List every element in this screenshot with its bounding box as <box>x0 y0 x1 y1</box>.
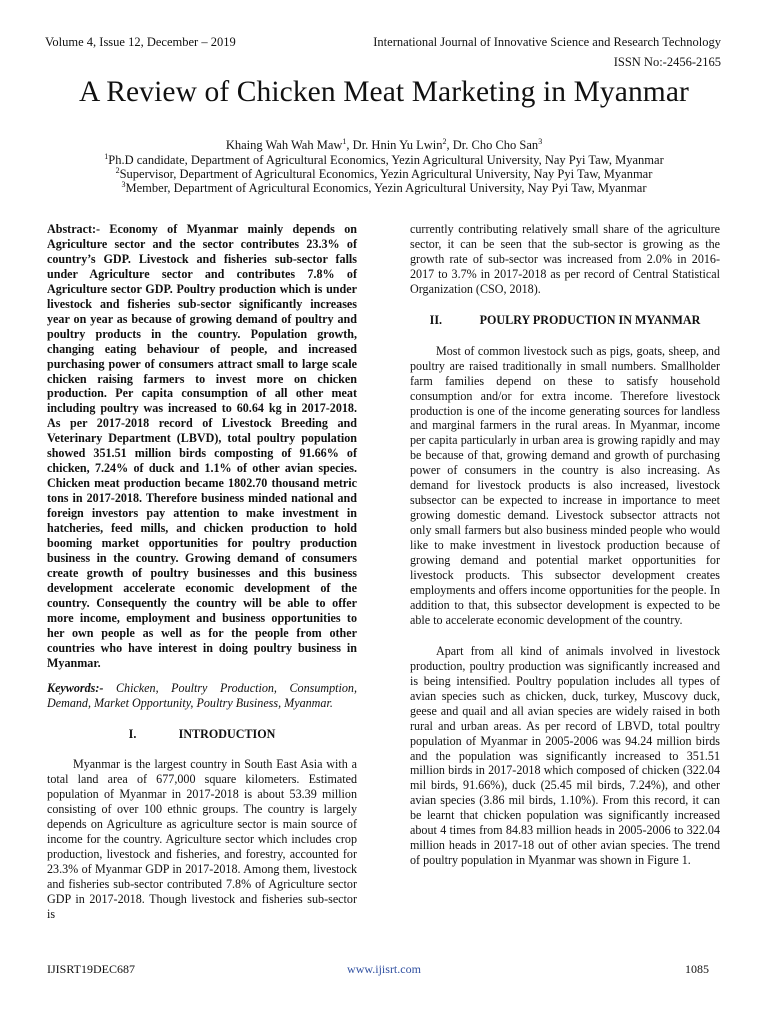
section-number: I. <box>128 726 137 741</box>
affiliation-3-sup: 3 <box>121 179 126 189</box>
keywords-label: Keywords:- <box>47 680 104 695</box>
author-2: , Dr. Hnin Yu Lwin <box>346 138 443 152</box>
keywords-text: Chicken, Poultry Production, Consumption, Demand, Market Opportunity, Poultry Business, Myanmar. <box>47 680 357 710</box>
affiliation-3 <box>0 181 768 196</box>
author-2-sup: 2 <box>442 136 447 146</box>
left-column <box>47 222 357 922</box>
affiliation-2 <box>0 167 768 182</box>
poultry-paragraph-2: Apart from all kind of animals involved in livestock production, poultry production was significantly increased and is being intensified. Poultry population includes all types of avian species such as chicken, duck, turkey, Muscovy duck, geese and quail and all avian species are widely raised in both rural and urban areas. As per record of LBVD, total poultry population of Myanmar in 2005-2006 was 94.24 million birds and the population was significantly increased to 351.51 million birds in 2017-2018 which composed of chicken (322.04 mil birds, 91.66%), duck (25.45 mil birds, 7.24%), and other avian species (3.86 mil birds, 1.10%). From this record, it can be learnt that chicken population was significantly increased about 4 times from 84.83 million heads in 2005-2006 to 322.04 million heads in 2017-18 out of other avian species. The trend of poultry population in Myanmar was shown in Figure 1. <box>410 643 720 868</box>
footer-paper-code: IJISRT19DEC687 <box>47 962 135 976</box>
affiliation-1-sup: 1 <box>104 151 109 161</box>
footer-url: www.ijisrt.com <box>347 962 421 976</box>
paper-title: A Review of Chicken Meat Marketing in Myanmar <box>79 76 689 108</box>
section-number: II. <box>429 312 443 327</box>
journal-name: International Journal of Innovative Science and Research Technology <box>373 35 721 49</box>
section-heading-introduction <box>47 727 357 742</box>
introduction-continued: currently contributing relatively small share of the agriculture sector, it can be seen that the sub-sector is growing as the growth rate of sub-sector was increased from 2.0% in 2016-2017 to 3.7% in 2017-2018 as per record of Central Statistical Organization (CSO, 2018). <box>410 222 720 296</box>
affiliation-3-text: Member, Department of Agricultural Economics, Yezin Agricultural University, Nay Pyi Taw, Myanmar <box>125 181 647 195</box>
journal-issn: ISSN No:-2456-2165 <box>613 55 721 69</box>
keywords <box>47 681 357 711</box>
footer-page-number: 1085 <box>685 962 709 976</box>
author-1: Khaing Wah Wah Maw <box>225 138 343 152</box>
author-list <box>0 138 768 153</box>
affiliation-1-text: Ph.D candidate, Department of Agricultural Economics, Yezin Agricultural University, Nay Pyi Taw, Myanmar <box>108 153 664 167</box>
section-title: INTRODUCTION <box>178 726 276 741</box>
author-1-sup: 1 <box>342 136 347 146</box>
affiliation-2-text: Supervisor, Department of Agricultural Economics, Yezin Agricultural University, Nay Pyi Taw, Myanmar <box>119 167 653 181</box>
journal-volume-issue: Volume 4, Issue 12, December – 2019 <box>45 35 236 49</box>
introduction-paragraph: Myanmar is the largest country in South East Asia with a total land area of 677,000 square kilometers. Estimated population of Myanmar in 2017-2018 is about 53.39 million consisting of over 100 ethnic groups. The country is largely depends on Agriculture as agriculture sector is main source of income for the country. Agriculture sector which includes crop production, livestock and fisheries, and forestry, accounted for 23.3% of Myanmar GDP in 2017-2018. Among them, livestock and fisheries sub-sector contributed 7.8% of Agriculture sector GDP in 2017-2018. Though livestock and fisheries sub-sector is <box>47 757 357 921</box>
poultry-paragraph-1: Most of common livestock such as pigs, goats, sheep, and poultry are raised traditionally in small numbers. Smallholder farm families depend on these to satisfy household consumption and/or for extra income. Therefore livestock production is one of the income generating sources for landless and marginal farmers in the rural areas. In Myanmar, income per capita particularly in urban area is growing rapidly and may be because of that, growing demand and growth of purchasing power of consumers in the country is also increasing. As demand for livestock products is also increased, livestock subsector can be expected to increase in importance to meet growing domestic demand. Livestock subsector attracts not only small farmers but also business minded people who would like to make investment in livestock production because of growing demand and potential market opportunities for livestock products. This subsector development creates employments and offers income opportunities for the people. In addition to that, this subsector development is expected to be able to accelerate economic development of the country. <box>410 343 720 627</box>
section-heading-poultry-production <box>410 313 720 328</box>
author-3-sup: 3 <box>538 136 543 146</box>
author-3: , Dr. Cho Cho San <box>446 138 539 152</box>
section-title: POULRY PRODUCTION IN MYANMAR <box>479 312 701 327</box>
affiliation-2-sup: 2 <box>115 165 120 175</box>
abstract: Abstract:- Economy of Myanmar mainly depends on Agriculture sector and the sector contributes 23.3% of country’s GDP. Livestock and fisheries sub-sector falls under Agriculture sector and contributes 7.8% of Agriculture sector GDP. Poultry production which is under livestock and fisheries sub-sector significantly increases year on year as because of growing demand of poultry and poultry products in the country. Population growth, changing eating behaviour of people, and increased purchasing power of consumers attract small to large scale chicken raising farmers to invest more on chicken production. Per capita consumption of all other meat including poultry was increased to 60.64 kg in 2017-2018. As per 2017-2018 record of Livestock Breeding and Veterinary Department (LBVD), total poultry population showed 351.51 million birds composting of 91.66% of chicken, 7.24% of duck and 1.1% of other avian species. Chicken meat production became 1802.70 thousand metric tons in 2017-2018. Therefore business minded national and foreign investors pay attention to make investment in hatcheries, feed mills, and chicken production to hold booming market opportunities for poultry production business in the country. Growing demand of consumers create growth of poultry businesses and this business development accelerate economic development of the country. Consequently the country will be able to offer more income, employment and business opportunities to her own people as well as for the people from other countries who have interest in doing poultry business in Myanmar. <box>47 222 357 670</box>
right-column <box>410 222 720 868</box>
